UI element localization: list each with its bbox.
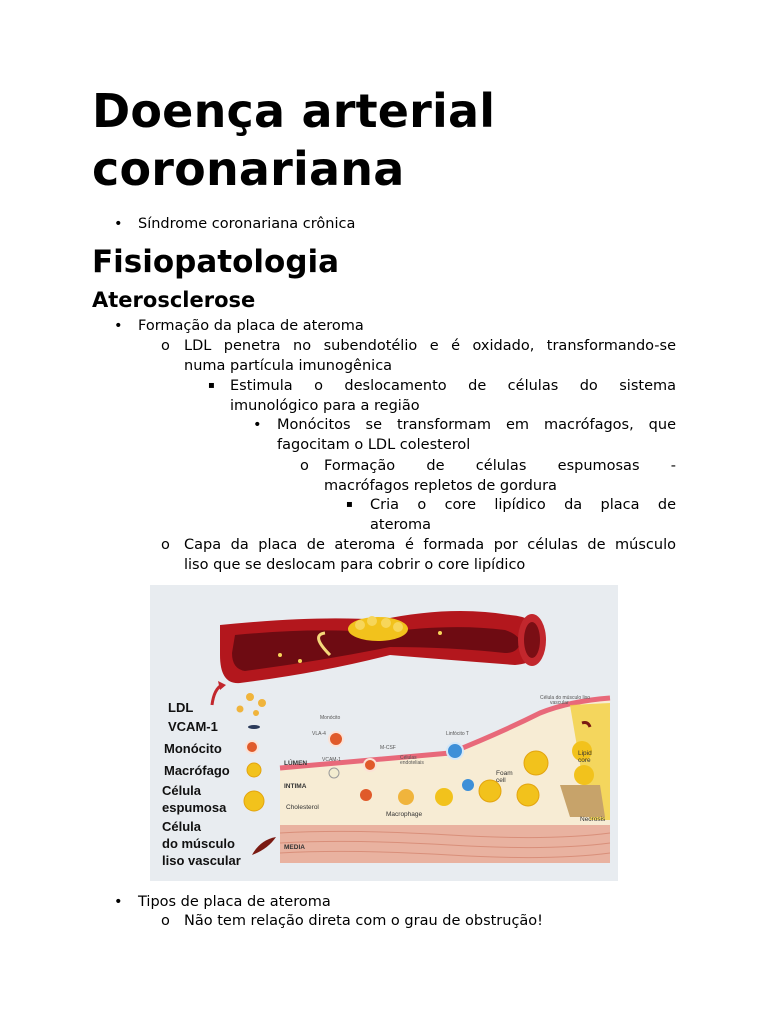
label-necrosis: Necrosis: [580, 816, 606, 823]
outline-l2a: LDL penetra no subendotélio e é oxidado, transformando-se: [184, 338, 676, 354]
legend-celula-espumosa-2: espumosa: [162, 800, 227, 815]
outline-l1: Formação da placa de ateroma: [138, 318, 364, 334]
bullet-icon: •: [114, 894, 123, 910]
blood-vessel: [220, 611, 546, 683]
monocyte-icon: [246, 741, 258, 753]
label-intima: INTIMA: [284, 783, 307, 790]
circle-bullet-icon: o: [300, 458, 309, 474]
circle-bullet-icon: o: [161, 338, 170, 354]
outline-l3a: Estimula o deslocamento de células do sistema: [230, 378, 676, 394]
figure-legend: [162, 700, 241, 868]
atherosclerosis-illustration: [150, 585, 618, 881]
macrophage-icon: [247, 763, 261, 777]
outline-l4a-cont: fagocitam o LDL colesterol: [277, 437, 471, 453]
legend-celula-musculo-3: liso vascular: [162, 853, 241, 868]
label-vcam-small: VCAM-1: [322, 757, 341, 763]
legend-vcam: VCAM-1: [168, 719, 218, 734]
bullet-icon: •: [253, 417, 262, 433]
outline-l5a: Formação de células espumosas -: [324, 458, 676, 474]
outline-l2b-cont: liso que se deslocam para cobrir o core lipídico: [184, 557, 526, 573]
outline-l6a: Cria o core lipídico da placa de: [370, 497, 676, 513]
artery-wall-section: [280, 698, 610, 863]
outline-l2a-cont: numa partícula imunogênica: [184, 358, 393, 374]
outline-l5a-cont: macrófagos repletos de gordura: [324, 478, 557, 494]
label-foam-cell: Foam cell: [496, 770, 513, 784]
legend-celula-musculo-1: Célula: [162, 819, 202, 834]
outline-l2b: Capa da placa de ateroma é formada por células de músculo: [184, 537, 676, 553]
label-smc: Célula do músculo liso vascular: [540, 695, 591, 706]
legend-macrofago: Macrófago: [164, 763, 230, 778]
label-endoteliais: Células endoteliais: [400, 755, 424, 766]
label-media: MEDIA: [284, 844, 305, 851]
circle-bullet-icon: o: [161, 913, 170, 929]
section-heading: Fisiopatologia: [92, 244, 340, 280]
title-line-1: Doença arterial: [92, 84, 496, 138]
bullet-icon: •: [114, 318, 123, 334]
square-bullet-icon: ▪: [346, 499, 353, 510]
label-lipid-core: Lipid core: [578, 750, 592, 764]
legend-celula-espumosa-1: Célula: [162, 783, 202, 798]
legend-celula-musculo-2: do músculo: [162, 836, 235, 851]
label-cholesterol: Cholesterol: [286, 804, 319, 811]
outline-l3a-cont: imunológico para a região: [230, 398, 420, 414]
label-vla4: VLA-4: [312, 731, 326, 737]
vcam-icon: [248, 725, 260, 729]
subsection-heading: Aterosclerose: [92, 288, 256, 312]
atherosclerosis-figure: [150, 585, 618, 881]
bullet-tipos-sub: Não tem relação direta com o grau de obstrução!: [184, 913, 543, 929]
label-lumen: LÚMEN: [284, 760, 308, 767]
legend-ldl: LDL: [168, 700, 194, 715]
square-bullet-icon: ▪: [208, 380, 215, 391]
outline-l4a: Monócitos se transformam em macrófagos, que: [277, 417, 676, 433]
bullet-intro: Síndrome coronariana crônica: [138, 216, 356, 232]
smooth-muscle-icon: [252, 837, 276, 855]
label-mcsf: M-CSF: [380, 745, 396, 751]
label-macrophage: Macrophage: [386, 811, 423, 818]
document-title: [92, 82, 495, 198]
title-line-2: coronariana: [92, 142, 405, 196]
circle-bullet-icon: o: [161, 537, 170, 553]
legend-monocito: Monócito: [164, 741, 222, 756]
label-monocito-top: Monócito: [320, 715, 341, 721]
outline-l6a-cont: ateroma: [370, 517, 432, 533]
bullet-tipos: Tipos de placa de ateroma: [138, 894, 331, 910]
label-linfocito: Linfócito T: [446, 731, 469, 737]
bullet-icon: •: [114, 216, 123, 232]
foam-cell-icon: [244, 791, 264, 811]
